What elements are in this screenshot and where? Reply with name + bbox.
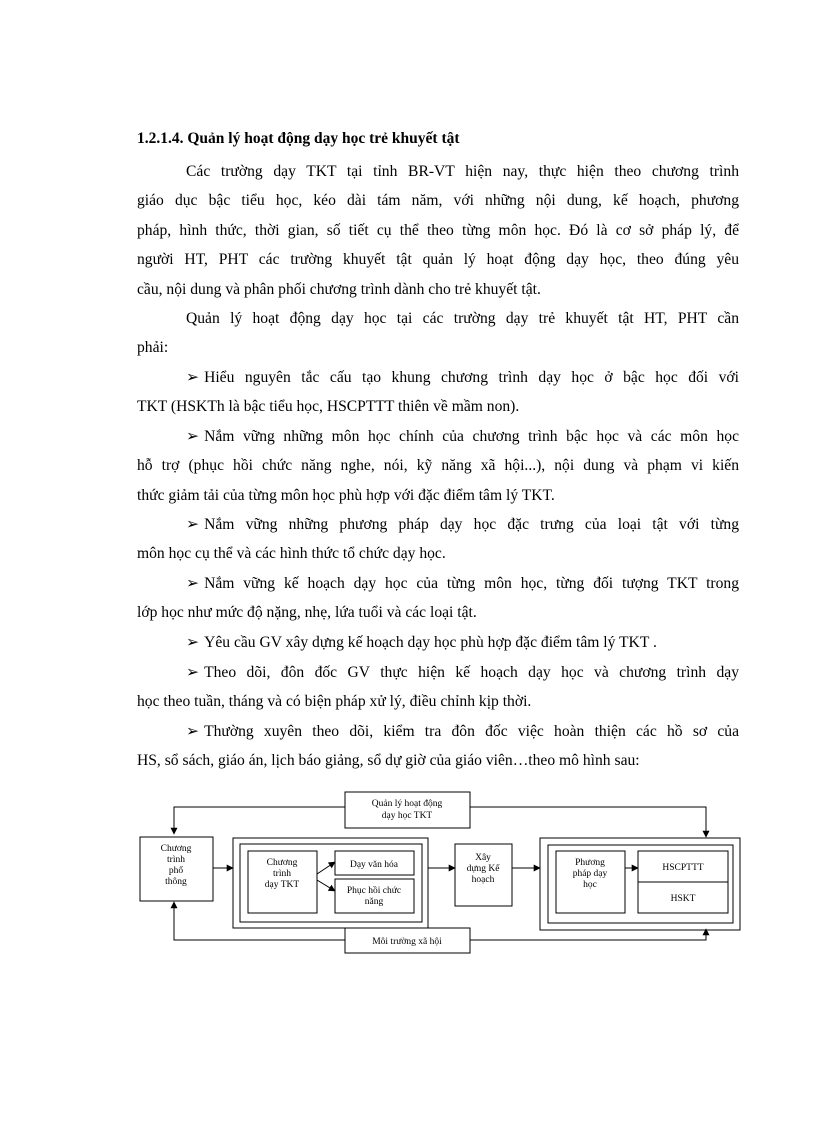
text-line: giáo dục bậc tiểu học, kéo dài tám năm, với những nội dung, kế hoạch, phương	[137, 192, 739, 210]
phcn-box-label: Phục hồi chức	[346, 886, 402, 896]
arrow-bullet-icon: ➢	[186, 516, 200, 533]
hscpttt-box-label: HSCPTTT	[662, 863, 704, 873]
top-box-label: dạy học TKT	[381, 811, 433, 821]
bullet-item	[137, 363, 739, 422]
text-line: pháp, hình thức, thời gian, số tiết cụ thể theo từng môn học. Đó là cơ sở pháp lý, để	[137, 221, 739, 239]
connector-line	[174, 807, 345, 834]
bullet-item	[137, 717, 739, 776]
connector-line	[470, 929, 706, 940]
connector-line	[470, 807, 706, 837]
svg-text:Dạy văn hóa	[350, 860, 399, 870]
svg-text:Phục hồi chức	[347, 885, 401, 896]
bullet-item	[137, 422, 739, 510]
svg-text:dựng Kế	[467, 863, 501, 874]
text-line: cầu, nội dung và phân phối chương trình dành cho trẻ khuyết tật.	[137, 280, 541, 298]
arrow-bullet-icon: ➢	[186, 369, 200, 386]
svg-text:phổ	[169, 865, 184, 876]
ct-box-label: trình	[273, 869, 291, 879]
arrow-bullet-icon: ➢	[186, 428, 200, 445]
svg-text:HSCPTTT	[662, 863, 703, 873]
left-box-label: trình	[167, 855, 185, 865]
text-line: ➢ Thường xuyên theo dõi, kiểm tra đôn đốc việc hoàn thiện các hồ sơ của	[186, 723, 739, 740]
text-line: ➢ Theo dõi, đôn đốc GV thực hiện kế hoạch dạy học và chương trình dạy	[186, 664, 739, 681]
hskt-box-label: HSKT	[670, 894, 696, 904]
phcn-box	[335, 879, 414, 913]
svg-text:Quản lý hoạt động	[372, 799, 443, 809]
pp-box-label: Phương	[575, 858, 605, 868]
dvh-box-label: Dạy văn hóa	[349, 860, 399, 870]
bottom-box-label: Môi trường xã hội	[372, 937, 442, 947]
svg-text:Chương	[267, 858, 298, 868]
pp-box-label: pháp dạy	[572, 869, 608, 879]
svg-text:dạy TKT	[265, 880, 300, 890]
ct-box-label: dạy TKT	[264, 880, 300, 890]
connector-line	[174, 902, 345, 940]
svg-text:Môi trường xã hội	[372, 937, 442, 947]
svg-text:dạy học TKT	[382, 811, 433, 821]
bullet-item	[137, 569, 739, 628]
text-line: học theo tuần, tháng và có biện pháp xử lý, điều chỉnh kịp thời.	[137, 693, 532, 711]
svg-text:HSKT	[671, 894, 696, 904]
bullet-item	[137, 628, 739, 657]
text-line: thức giảm tải của từng môn học phù hợp với đặc điểm tâm lý TKT.	[137, 486, 555, 504]
text-line: hỗ trợ (phục hồi chức năng nghe, nói, kỹ năng xã hội...), nội dung và phạm vi kiến	[137, 457, 739, 475]
svg-text:năng	[365, 897, 384, 907]
text-line: HS, sổ sách, giáo án, lịch báo giảng, sổ dự giờ của giáo viên…theo mô hình sau:	[137, 752, 640, 770]
text-line: Các trường dạy TKT tại tỉnh BR-VT hiện nay, thực hiện theo chương trình	[186, 163, 739, 180]
ct-box-label: Chương	[266, 858, 298, 868]
phcn-box-label: năng	[364, 897, 384, 907]
text-line: ➢ Nắm vững những môn học chính của chương trình bậc học và các môn học	[186, 428, 739, 445]
svg-text:trình	[167, 855, 185, 865]
connector-line	[317, 880, 335, 891]
svg-text:hoạch	[472, 875, 495, 885]
svg-text:Chương	[161, 844, 192, 854]
text-line: ➢ Nắm vững kế hoạch dạy học của từng môn học, từng đối tượng TKT trong	[186, 575, 739, 592]
arrow-bullet-icon: ➢	[186, 575, 200, 592]
text-line: lớp học như mức độ nặng, nhẹ, lứa tuổi và các loại tật.	[137, 604, 477, 622]
svg-text:pháp dạy	[573, 869, 608, 879]
group-box-right-inner	[548, 845, 733, 923]
left-box-label: thông	[165, 877, 187, 887]
connector-line	[317, 862, 335, 874]
pp-box-label: học	[583, 880, 597, 890]
svg-text:trình	[273, 869, 291, 879]
xd-box-label: hoạch	[471, 875, 495, 885]
text-line: TKT (HSKTh là bậc tiểu học, HSCPTTT thiên về mầm non).	[137, 398, 520, 416]
left-box-label: phổ	[168, 866, 184, 876]
text-line: ➢ Hiểu nguyên tắc cấu tạo khung chương trình dạy học ở bậc học đối với	[186, 369, 739, 386]
left-box-label: Chương	[160, 844, 192, 854]
arrow-bullet-icon: ➢	[186, 634, 200, 651]
bullet-item	[137, 510, 739, 569]
svg-text:học	[583, 880, 597, 890]
xd-box-label: dựng Kế	[466, 864, 500, 874]
section-heading: 1.2.1.4. Quản lý hoạt động dạy học trẻ khuyết tật	[137, 130, 460, 147]
svg-text:Phương	[575, 858, 605, 868]
bullet-item	[137, 658, 739, 717]
text-line: ➢ Yêu cầu GV xây dựng kế hoạch dạy học phù hợp đặc điểm tâm lý TKT .	[186, 634, 657, 651]
text-line: ➢ Nắm vững những phương pháp dạy học đặc trưng của loại tật với từng	[186, 516, 739, 533]
text-line: phải:	[137, 339, 169, 357]
xd-box-label: Xây	[475, 853, 491, 863]
top-box-label: Quản lý hoạt động	[371, 799, 443, 809]
text-line: môn học cụ thể và các hình thức tổ chức dạy học.	[137, 545, 446, 563]
arrow-bullet-icon: ➢	[186, 723, 200, 740]
paragraph-intro	[137, 157, 739, 304]
group-box-right	[540, 838, 740, 930]
management-model-diagram	[130, 782, 750, 972]
text-line: người HT, PHT các trường khuyết tật quản lý hoạt động dạy học, theo đúng yêu	[137, 251, 739, 269]
top-box	[345, 792, 470, 828]
svg-text:thông	[165, 877, 187, 887]
paragraph-management	[137, 304, 739, 363]
svg-text:Xây	[475, 853, 491, 863]
text-line: Quản lý hoạt động dạy học tại các trường dạy trẻ khuyết tật HT, PHT cần	[186, 310, 739, 327]
arrow-bullet-icon: ➢	[186, 664, 200, 681]
